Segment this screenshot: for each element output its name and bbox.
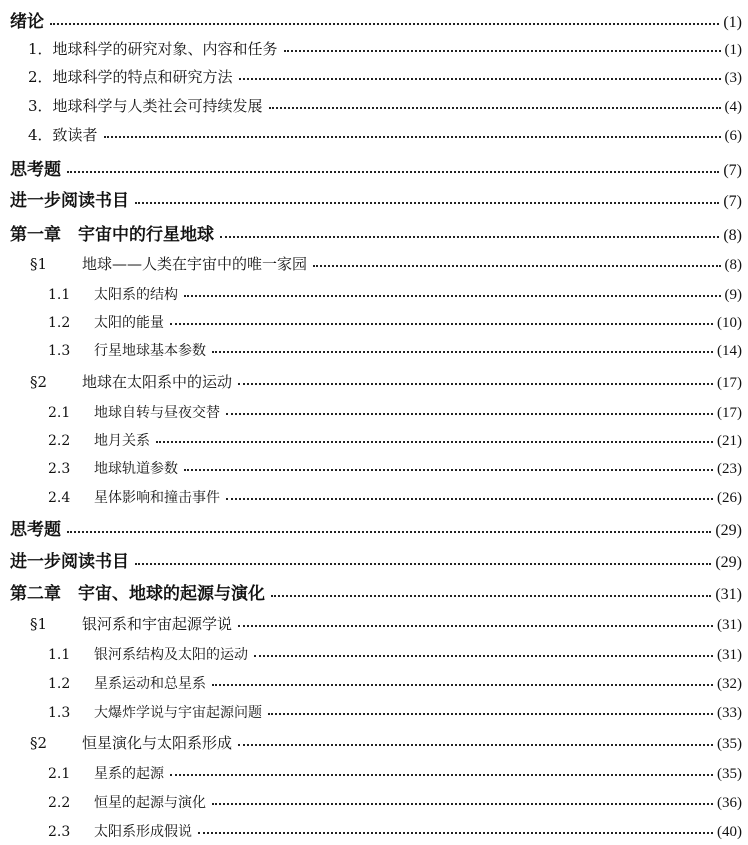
toc-page-number: (29) — [715, 522, 742, 539]
toc-entry-title — [30, 253, 313, 274]
toc-page-number: (17) — [717, 405, 742, 421]
toc-entry-number: 2.3 — [48, 461, 71, 477]
toc-page-number: (40) — [717, 824, 742, 840]
dot-leader — [254, 655, 713, 657]
toc-entry[interactable] — [48, 282, 742, 304]
toc-entry-number: §2 — [30, 734, 48, 752]
dot-leader — [67, 171, 719, 173]
dot-leader — [226, 413, 713, 415]
dot-leader — [212, 684, 713, 686]
toc-entry[interactable] — [10, 516, 742, 540]
toc-entry[interactable] — [48, 671, 742, 693]
toc-entry-text: 地球——人类在宇宙中的唯一家园 — [82, 255, 308, 273]
toc-page-number: (23) — [717, 461, 742, 477]
dot-leader — [156, 441, 713, 443]
toc-entry-text: 1．地球科学的研究对象、内容和任务 — [28, 40, 278, 58]
toc-entry-text: 进一步阅读书目 — [10, 552, 129, 572]
dot-leader — [198, 832, 713, 834]
toc-entry[interactable] — [30, 731, 742, 753]
toc-entry-title — [10, 515, 67, 540]
toc-entry-number: 1.1 — [48, 647, 71, 663]
toc-entry-title — [10, 220, 220, 245]
toc-entry[interactable] — [28, 37, 742, 59]
toc-entry-title — [10, 7, 50, 32]
dot-leader — [284, 50, 721, 52]
toc-entry-text: 星系的起源 — [94, 766, 164, 782]
toc-entry[interactable] — [28, 94, 742, 116]
dot-leader — [269, 107, 721, 109]
toc-entry[interactable] — [48, 642, 742, 664]
toc-entry-text: 4．致读者 — [28, 126, 98, 144]
dot-leader — [104, 136, 721, 138]
toc-entry-number: 1.3 — [48, 343, 71, 359]
toc-entry-title — [48, 340, 212, 360]
toc-page-number: (31) — [715, 586, 742, 603]
toc-entry-text: 大爆炸学说与宇宙起源问题 — [94, 705, 262, 721]
toc-entry-title — [30, 732, 238, 753]
toc-entry-title — [48, 821, 198, 841]
toc-entry-number: 2.3 — [48, 824, 71, 840]
toc-entry-number: 2.4 — [48, 490, 71, 506]
toc-entry-text: 地球轨道参数 — [94, 461, 178, 477]
toc-entry-title — [48, 458, 184, 478]
dot-leader — [212, 351, 713, 353]
dot-leader — [135, 202, 719, 204]
toc-entry[interactable] — [48, 790, 742, 812]
toc-entry-number: 2.1 — [48, 405, 71, 421]
toc-entry-text: 进一步阅读书目 — [10, 191, 129, 211]
toc-entry-title — [48, 430, 156, 450]
toc-page-number: (9) — [724, 287, 742, 303]
dot-leader — [238, 383, 713, 385]
toc-entry-number: 2.2 — [48, 795, 71, 811]
toc-entry-text: 思考题 — [10, 520, 61, 540]
toc-entry[interactable] — [48, 310, 742, 332]
toc-entry[interactable] — [28, 65, 742, 87]
dot-leader — [184, 469, 713, 471]
toc-entry[interactable] — [48, 819, 742, 841]
toc-entry-title — [48, 487, 226, 507]
toc-entry-text: 太阳系形成假说 — [94, 824, 192, 840]
toc-entry-text: 行星地球基本参数 — [94, 343, 206, 359]
toc-entry-text: 地月关系 — [94, 433, 150, 449]
toc-entry-title — [28, 66, 239, 87]
toc-page-number: (7) — [723, 162, 742, 179]
toc-entry-text: 绪论 — [10, 12, 44, 32]
toc-page-number: (21) — [717, 433, 742, 449]
toc-entry-title — [48, 312, 170, 332]
toc-entry[interactable] — [48, 700, 742, 722]
toc-entry-text: 地球在太阳系中的运动 — [82, 373, 233, 391]
toc-page-number: (10) — [717, 315, 742, 331]
toc-entry[interactable] — [28, 123, 742, 145]
toc-entry[interactable] — [48, 485, 742, 507]
toc-entry-text: 思考题 — [10, 160, 61, 180]
toc-page-number: (29) — [715, 554, 742, 571]
toc-entry-title — [30, 613, 238, 634]
toc-page-number: (8) — [724, 257, 742, 273]
toc-page-number: (31) — [717, 647, 742, 663]
toc-entry[interactable] — [10, 548, 742, 572]
toc-entry-title — [48, 702, 268, 722]
dot-leader — [271, 595, 711, 597]
toc-page-number: (33) — [717, 705, 742, 721]
toc-page-number: (17) — [717, 375, 742, 391]
toc-page-number: (26) — [717, 490, 742, 506]
dot-leader — [313, 265, 720, 267]
dot-leader — [170, 774, 713, 776]
toc-entry-title — [10, 547, 135, 572]
toc-page-number: (1) — [724, 42, 742, 58]
toc-page-number: (1) — [723, 14, 742, 31]
toc-entry[interactable] — [30, 612, 742, 634]
toc-entry[interactable] — [30, 370, 742, 392]
toc-entry-title — [48, 284, 184, 304]
toc-page-number: (7) — [723, 193, 742, 210]
toc-page-number: (32) — [717, 676, 742, 692]
toc-entry[interactable] — [48, 338, 742, 360]
toc-entry-title — [48, 673, 212, 693]
toc-entry-number: §1 — [30, 255, 48, 273]
dot-leader — [238, 744, 713, 746]
toc-entry[interactable] — [30, 252, 742, 274]
toc-entry-title — [10, 186, 135, 211]
toc-entry-text: 3．地球科学与人类社会可持续发展 — [28, 97, 263, 115]
toc-entry-title — [48, 402, 226, 422]
toc-entry[interactable] — [10, 221, 742, 245]
toc-entry-title — [28, 38, 284, 59]
toc-entry-text: 2．地球科学的特点和研究方法 — [28, 68, 233, 86]
toc-entry[interactable] — [48, 761, 742, 783]
toc-entry-text: 太阳系的结构 — [94, 287, 178, 303]
dot-leader — [220, 236, 719, 238]
toc-entry[interactable] — [48, 428, 742, 450]
toc-entry[interactable] — [10, 580, 742, 604]
dot-leader — [50, 23, 719, 25]
dot-leader — [67, 531, 711, 533]
toc-entry-text: 第一章 宇宙中的行星地球 — [10, 225, 214, 245]
toc-entry-number: 1.1 — [48, 287, 71, 303]
toc-entry-text: 地球自转与昼夜交替 — [94, 405, 220, 421]
toc-entry-text: 星系运动和总星系 — [94, 676, 206, 692]
dot-leader — [135, 563, 711, 565]
toc-entry-title — [10, 155, 67, 180]
toc-page-number: (35) — [717, 736, 742, 752]
toc-entry[interactable] — [10, 156, 742, 180]
dot-leader — [239, 78, 721, 80]
toc-page-number: (35) — [717, 766, 742, 782]
toc-page-number: (8) — [723, 227, 742, 244]
toc-entry-text: 恒星演化与太阳系形成 — [82, 734, 233, 752]
toc-entry-title — [48, 763, 170, 783]
toc-entry[interactable] — [48, 456, 742, 478]
toc-page-number: (3) — [724, 70, 742, 86]
toc-entry-text: 第二章 宇宙、地球的起源与演化 — [10, 584, 265, 604]
dot-leader — [226, 498, 713, 500]
toc-entry-title — [28, 95, 269, 116]
toc-entry-number: 1.2 — [48, 676, 71, 692]
toc-page-number: (31) — [717, 617, 742, 633]
toc-entry-number: 1.3 — [48, 705, 71, 721]
toc-entry[interactable] — [48, 400, 742, 422]
toc-page-number: (36) — [717, 795, 742, 811]
toc-page-number: (14) — [717, 343, 742, 359]
toc-entry-number: §1 — [30, 615, 48, 633]
dot-leader — [184, 295, 721, 297]
toc-page-number: (4) — [724, 99, 742, 115]
toc-entry-text: 恒星的起源与演化 — [94, 795, 206, 811]
toc-entry[interactable] — [10, 187, 742, 211]
toc-entry-text: 银河系结构及太阳的运动 — [94, 647, 248, 663]
toc-entry-text: 太阳的能量 — [94, 315, 164, 331]
dot-leader — [212, 803, 713, 805]
toc-entry-title — [10, 579, 271, 604]
toc-entry-number: 2.1 — [48, 766, 71, 782]
toc-entry-title — [48, 792, 212, 812]
toc-entry-title — [48, 644, 254, 664]
dot-leader — [170, 323, 713, 325]
toc-entry-text: 银河系和宇宙起源学说 — [82, 615, 233, 633]
toc-entry[interactable] — [10, 8, 742, 32]
toc-entry-number: 1.2 — [48, 315, 71, 331]
toc-entry-title — [30, 371, 238, 392]
toc-entry-text: 星体影响和撞击事件 — [94, 490, 220, 506]
dot-leader — [268, 713, 713, 715]
toc-page-number: (6) — [724, 128, 742, 144]
toc-entry-title — [28, 124, 104, 145]
dot-leader — [238, 625, 713, 627]
toc-entry-number: §2 — [30, 373, 48, 391]
toc-entry-number: 2.2 — [48, 433, 71, 449]
